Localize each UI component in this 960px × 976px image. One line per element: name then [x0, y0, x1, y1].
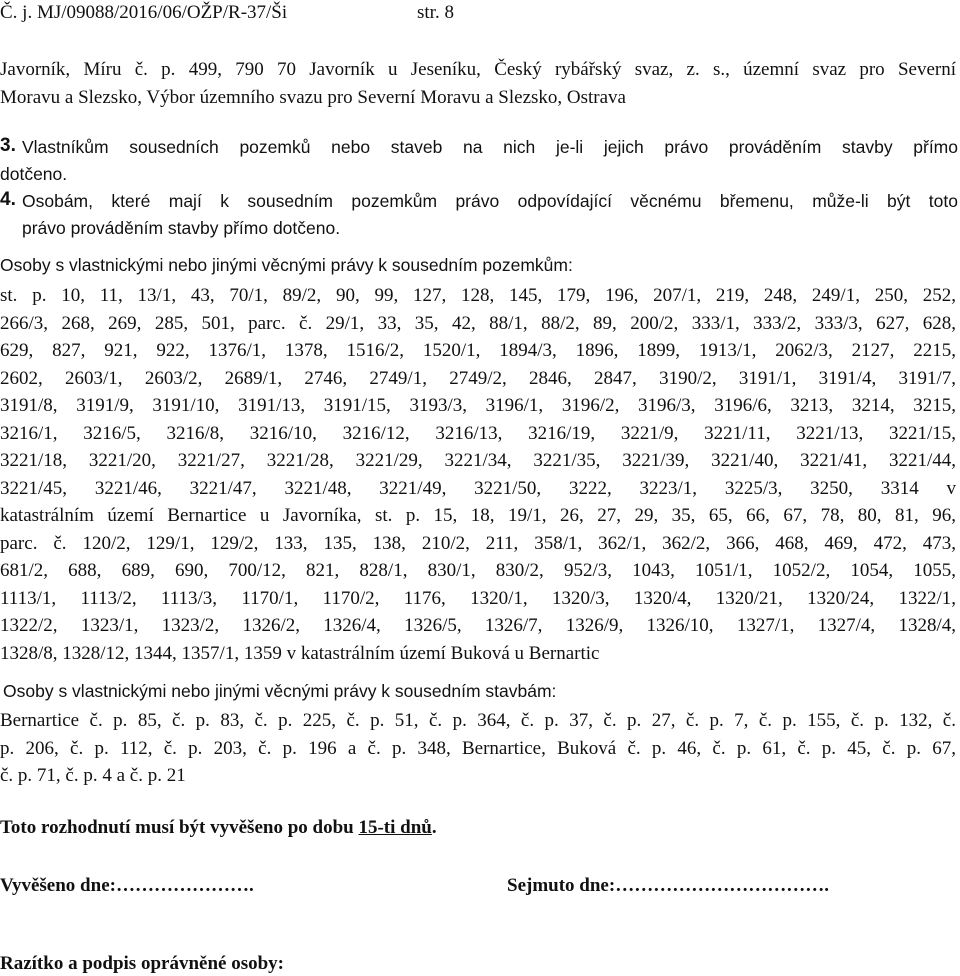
land-parcels-line: 266/3, 268, 269, 285, 501, parc. č. 29/1, 33, 35, 42, 88/1, 88/2, 89, 200/2, 333/1, 333/2, 333/3, 627, 628, — [0, 313, 956, 334]
removed-date-field: Sejmuto dne:……………………………. — [507, 875, 829, 896]
recipient-line-2: Moravu a Slezsko, Výbor územního svazu pro Severní Moravu a Slezsko, Ostrava — [0, 87, 626, 108]
item-3-line-1: Vlastníkům sousedních pozemků nebo staveb na nich je-li jejich právo prováděním stavby přímo — [22, 137, 958, 157]
posting-period: 15-ti dnů — [358, 817, 432, 838]
building-line: č. p. 71, č. p. 4 a č. p. 21 — [0, 765, 186, 786]
posted-date-field: Vyvěšeno dne:…………………. — [0, 875, 254, 896]
land-parcels-line: 1113/1, 1113/2, 1113/3, 1170/1, 1170/2, 1176, 1320/1, 1320/3, 1320/4, 1320/21, 1320/24, 1322/1, — [0, 588, 956, 609]
recipient-line-1: Javorník, Míru č. p. 499, 790 70 Javorník u Jeseníku, Český rybářský svaz, z. s., územní svaz pro Severní — [0, 59, 956, 80]
land-parcels-line: 1322/2, 1323/1, 1323/2, 1326/2, 1326/4, 1326/5, 1326/7, 1326/9, 1326/10, 1327/1, 1327/4, 1328/4, — [0, 615, 956, 636]
posting-notice — [0, 817, 437, 839]
land-parcels-line: 3191/8, 3191/9, 3191/10, 3191/13, 3191/15, 3193/3, 3196/1, 3196/2, 3196/3, 3196/6, 3213, 3214, 3215, — [0, 395, 956, 416]
item-4-number: 4. — [0, 189, 16, 210]
land-parcels-line: 681/2, 688, 689, 690, 700/12, 821, 828/1, 830/1, 830/2, 952/3, 1043, 1051/1, 1052/2, 1054, 1055, — [0, 560, 956, 581]
land-parcels-line: st. p. 10, 11, 13/1, 43, 70/1, 89/2, 90, 99, 127, 128, 145, 179, 196, 207/1, 219, 248, 249/1, 250, 252, — [0, 285, 956, 306]
item-4-line-1: Osobám, které mají k sousedním pozemkům právo odpovídající věcnému břemenu, může-li být toto — [22, 191, 958, 211]
building-line: Bernartice č. p. 85, č. p. 83, č. p. 225, č. p. 51, č. p. 364, č. p. 37, č. p. 27, č. p. 7, č. p. 155, č. p. 132, č. — [0, 710, 956, 731]
land-parcels-line: 1328/8, 1328/12, 1344, 1357/1, 1359 v katastrálním území Buková u Bernartic — [0, 643, 600, 664]
page-number: str. 8 — [417, 2, 454, 23]
document-reference: Č. j. MJ/09088/2016/06/OŽP/R-37/Ši — [0, 2, 288, 23]
land-parcels-line: 629, 827, 921, 922, 1376/1, 1378, 1516/2, 1520/1, 1894/3, 1896, 1899, 1913/1, 2062/3, 2127, 2215, — [0, 340, 956, 361]
land-owners-heading: Osoby s vlastnickými nebo jinými věcnými právy k sousedním pozemkům: — [0, 255, 573, 275]
stamp-signature-field: Razítko a podpis oprávněné osoby: — [0, 953, 284, 974]
land-parcels-line: 3221/18, 3221/20, 3221/27, 3221/28, 3221/29, 3221/34, 3221/35, 3221/39, 3221/40, 3221/41, 3221/44, — [0, 450, 956, 471]
posting-notice-end: . — [431, 817, 437, 838]
item-3-number: 3. — [0, 135, 16, 156]
land-parcels-line: 3216/1, 3216/5, 3216/8, 3216/10, 3216/12, 3216/13, 3216/19, 3221/9, 3221/11, 3221/13, 3221/15, — [0, 423, 956, 444]
land-parcels-line: parc. č. 120/2, 129/1, 129/2, 133, 135, 138, 210/2, 211, 358/1, 362/1, 362/2, 366, 468, 469, 472, 473, — [0, 533, 956, 554]
land-parcels-line: 2602, 2603/1, 2603/2, 2689/1, 2746, 2749/1, 2749/2, 2846, 2847, 3190/2, 3191/1, 3191/4, 3191/7, — [0, 368, 956, 389]
item-4-line-2: právo prováděním stavby přímo dotčeno. — [22, 218, 341, 238]
land-parcels-line: 3221/45, 3221/46, 3221/47, 3221/48, 3221/49, 3221/50, 3222, 3223/1, 3225/3, 3250, 3314 v — [0, 478, 956, 499]
building-line: p. 206, č. p. 112, č. p. 203, č. p. 196 a č. p. 348, Bernartice, Buková č. p. 46, č. p. 61, č. p. 45, č. p. 67, — [0, 738, 956, 759]
item-3-line-2: dotčeno. — [0, 164, 68, 184]
land-parcels-line: katastrálním území Bernartice u Javorníka, st. p. 15, 18, 19/1, 26, 27, 29, 35, 65, 66, 67, 78, 80, 81, 96, — [0, 505, 956, 526]
building-owners-heading: Osoby s vlastnickými nebo jinými věcnými právy k sousedním stavbám: — [3, 681, 557, 701]
posting-notice-text: Toto rozhodnutí musí být vyvěšeno po dobu — [0, 817, 359, 838]
